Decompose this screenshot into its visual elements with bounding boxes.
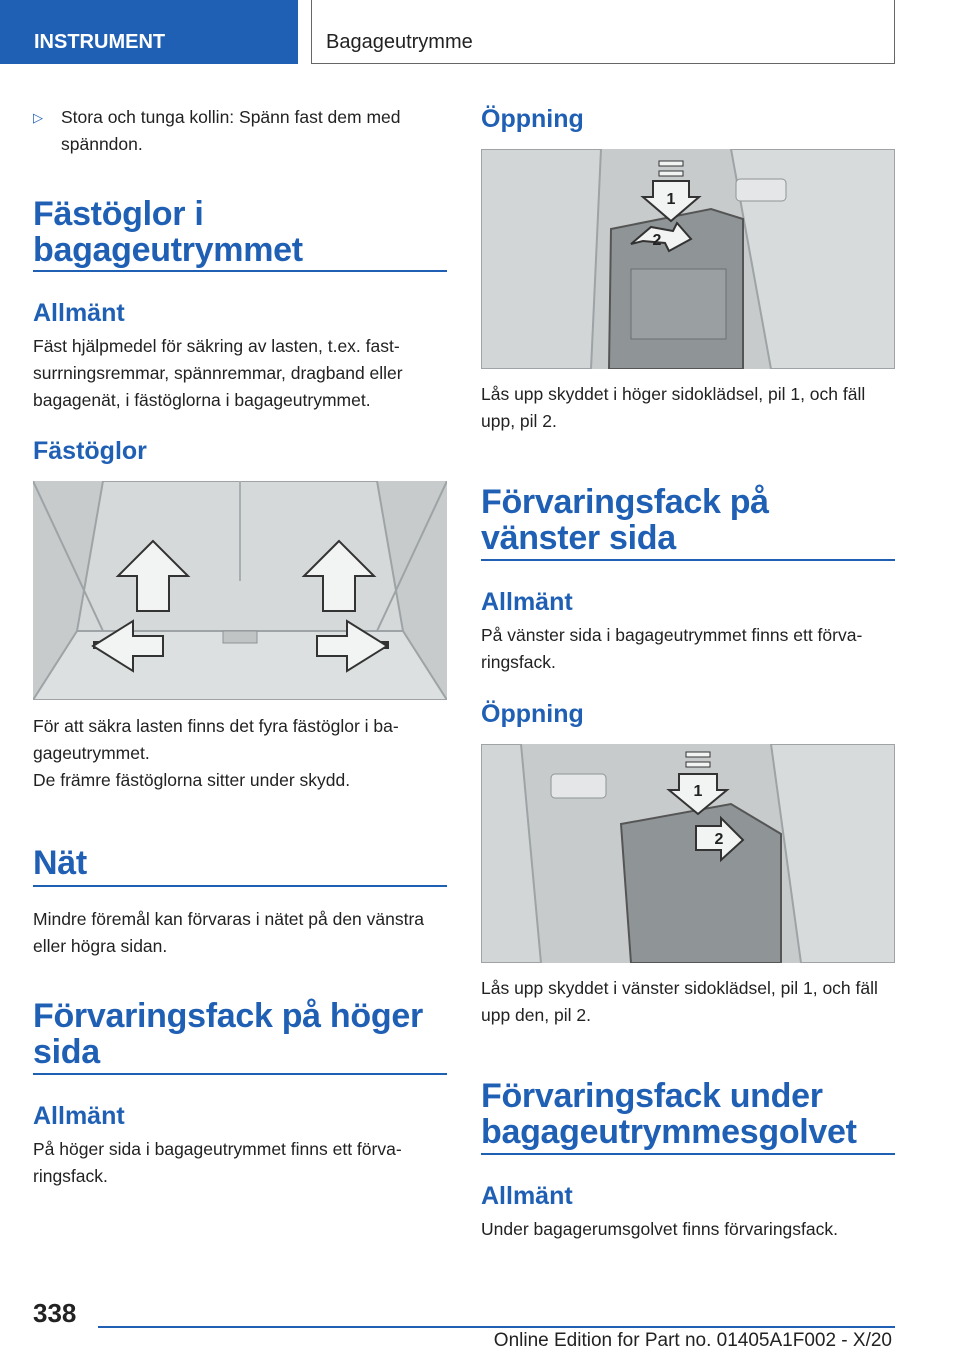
paragraph-hoger: På höger sida i bagageutrymmet finns ett förvaringsfack. [33, 1139, 402, 1186]
subheading-allmant: Allmänt [33, 299, 125, 327]
arrow-2-label: 2 [714, 831, 724, 848]
arrow-2-label: 2 [652, 232, 662, 249]
heading-rule [33, 1073, 447, 1075]
heading-rule [33, 270, 447, 272]
paragraph-oppning-1: Lås upp skyddet i höger sidoklädsel, pil 1, och fäll upp, pil 2. [481, 384, 866, 431]
paragraph-vanster: På vänster sida i bagageutrymmet finns ett förvaringsfack. [481, 625, 863, 672]
subheading-allmant: Allmänt [481, 1182, 573, 1210]
page-number: 338 [33, 1298, 77, 1328]
footer-rule [98, 1326, 895, 1328]
right-compartment-figure [481, 149, 895, 369]
triangle-bullet-icon: ▷ [33, 110, 43, 125]
edition-text: Online Edition for Part no. 01405A1F002 - X/20 [493, 1330, 892, 1351]
trunk-lashing-eyes-figure [33, 481, 447, 700]
paragraph-framre: De främre fästöglorna sitter under skydd. [33, 770, 351, 790]
subheading-allmant: Allmänt [481, 588, 573, 616]
subheading-oppning: Öppning [481, 700, 584, 728]
heading-rule [33, 885, 447, 887]
section-label: INSTRUMENT [34, 31, 166, 53]
bullet-text: Stora och tunga kollin: Spänn fast dem med spänndon. [61, 107, 401, 154]
subheading-allmant: Allmänt [33, 1102, 125, 1130]
left-compartment-figure [481, 744, 895, 963]
bullet-item [33, 104, 447, 158]
heading-under: Förvaringsfack under bagageutrymmesgolvet [481, 1077, 857, 1151]
section-tab [0, 0, 298, 64]
paragraph-nat: Mindre föremål kan förvaras i nätet på den vänstra eller högra sidan. [33, 909, 425, 956]
paragraph-under: Under bagagerumsgolvet finns förvaringsfack. [481, 1219, 838, 1239]
heading-rule [481, 559, 895, 561]
arrow-1-label: 1 [666, 191, 676, 208]
topic-header [311, 0, 895, 64]
subheading-fastoglor: Fästöglor [33, 437, 147, 465]
topic-label: Bagageutrymme [326, 31, 473, 53]
heading-fastoglor: Fästöglor i bagageutrymmet [33, 195, 303, 269]
heading-vanster: Förvaringsfack på vänster sida [481, 483, 769, 557]
paragraph-oppning-2: Lås upp skyddet i vänster sidoklädsel, pil 1, och fäll upp den, pil 2. [481, 978, 878, 1025]
subheading-oppning: Öppning [481, 105, 584, 133]
heading-nat: Nät [33, 844, 87, 882]
heading-rule [481, 1153, 895, 1155]
paragraph-fyra: För att säkra lasten finns det fyra fästöglor i bagageutrymmet. [33, 716, 399, 763]
arrow-1-label: 1 [693, 783, 703, 800]
heading-hoger: Förvaringsfack på höger sida [33, 997, 423, 1071]
paragraph-allmant: Fäst hjälpmedel för säkring av lasten, t.ex. fastsurrningsremmar, spännremmar, dragband eller bagagenät, i fästöglorna i bagageutrymmet. [33, 336, 403, 410]
